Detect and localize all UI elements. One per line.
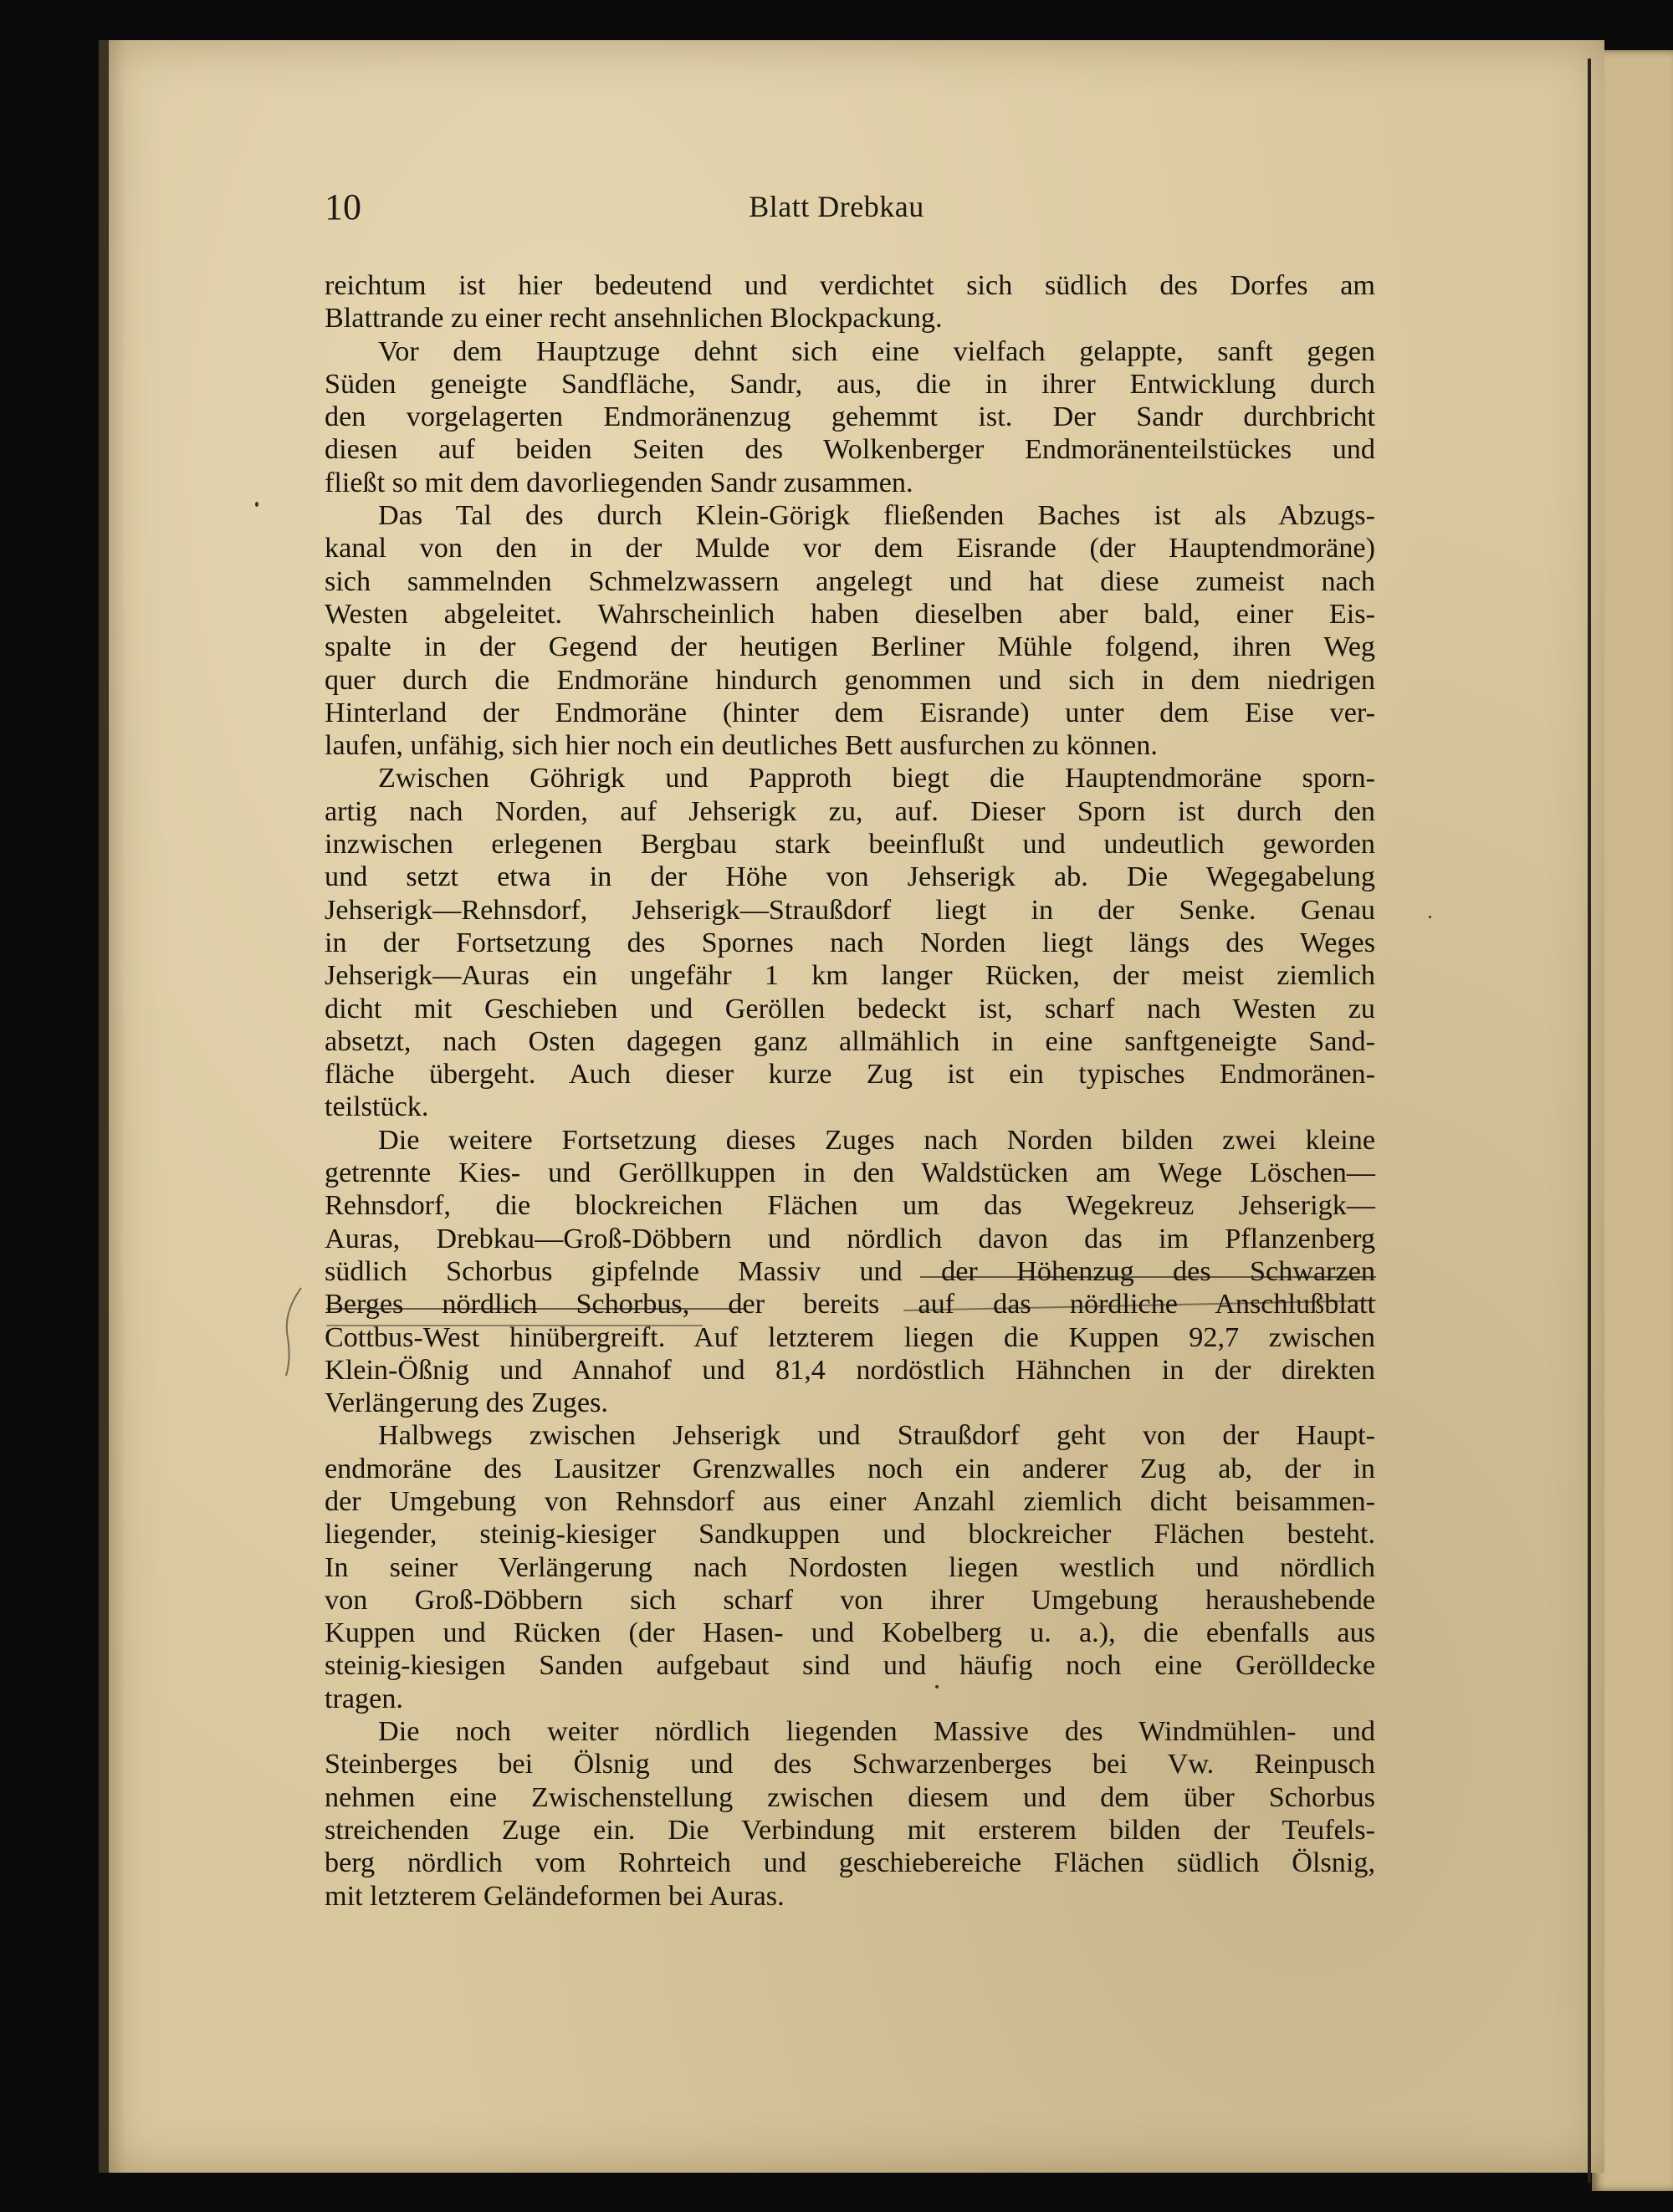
text-line: kanal von den in der Mulde vor dem Eisrande (der Hauptendmoräne) — [325, 533, 1375, 564]
text-line: den vorgelagerten Endmoränenzug gehemmt ist. Der Sandr durchbricht — [325, 401, 1375, 433]
text-line: Die weitere Fortsetzung dieses Zuges nach Norden bilden zwei kleine — [378, 1124, 1375, 1156]
text-line: sich sammelnden Schmelzwassern angelegt und hat diese zumeist nach — [325, 565, 1375, 597]
text-line: Das Tal des durch Klein-Görigk fließenden Baches ist als Abzugs- — [378, 500, 1375, 532]
text-line: reichtum ist hier bedeutend und verdichtet sich südlich des Dorfes am — [325, 270, 1375, 301]
text-line: laufen, unfähig, sich hier noch ein deutliches Bett ausfurchen zu können. — [325, 730, 1158, 762]
text-line: inzwischen erlegenen Bergbau stark beeinflußt und undeutlich geworden — [325, 829, 1375, 861]
text-line: Jehserigk—Auras ein ungefähr 1 km langer Rücken, der meist ziemlich — [325, 960, 1375, 992]
text-line: Vor dem Hauptzuge dehnt sich eine vielfach gelappte, sanft gegen — [378, 335, 1375, 367]
pencil-margin-mark — [276, 1280, 310, 1380]
paragraph — [325, 1124, 1375, 1420]
text-line: In seiner Verlängerung nach Nordosten liegen westlich und nördlich — [325, 1551, 1375, 1583]
text-line: Die noch weiter nördlich liegenden Massive des Windmühlen- und — [378, 1716, 1375, 1748]
text-line: Zwischen Göhrigk und Papproth biegt die Hauptendmoräne sporn- — [378, 763, 1375, 794]
paragraph — [325, 269, 1375, 335]
text-line: tragen. — [325, 1683, 403, 1714]
text-line: Jehserigk—Rehnsdorf, Jehserigk—Straußdorf liegt in der Senke. Genau — [325, 894, 1375, 926]
page-number: 10 — [325, 186, 361, 227]
text-line: in der Fortsetzung des Spornes nach Norden liegt längs des Weges — [325, 927, 1375, 958]
text-line: und setzt etwa in der Höhe von Jehserigk ab. Die Wegegabelung — [325, 861, 1375, 893]
text-line: absetzt, nach Osten dagegen ganz allmählich in eine sanftgeneigte Sand- — [325, 1025, 1375, 1057]
text-line: Klein-Ößnig und Annahof und 81,4 nordöstlich Hähnchen in der direkten — [325, 1354, 1375, 1386]
text-line: fläche übergeht. Auch dieser kurze Zug ist ein typisches Endmoränen- — [325, 1059, 1375, 1091]
text-line: Cottbus-West hinübergreift. Auf letzterem liegen die Kuppen 92,7 zwischen — [325, 1321, 1375, 1353]
paragraph — [325, 762, 1375, 1123]
text-line: teilstück. — [325, 1091, 429, 1123]
text-line: getrennte Kies- und Geröllkuppen in den Waldstücken am Wege Löschen— — [325, 1157, 1375, 1189]
text-line: diesen auf beiden Seiten des Wolkenberger Endmoränenteilstückes und — [325, 434, 1375, 466]
text-line: Auras, Drebkau—Groß-Döbbern und nördlich davon das im Pflanzenberg — [325, 1223, 1375, 1254]
text-line: südlich Schorbus gipfelnde Massiv und der Höhenzug des Schwarzen — [325, 1255, 1375, 1287]
page-spine-shadow — [99, 40, 109, 2173]
text-line: der Umgebung von Rehnsdorf aus einer Anzahl ziemlich dicht beisammen- — [325, 1485, 1375, 1517]
text-line: Rehnsdorf, die blockreichen Flächen um das Wegekreuz Jehserigk— — [325, 1190, 1375, 1222]
paragraph — [325, 1715, 1375, 1913]
running-title: Blatt Drebkau — [749, 190, 924, 223]
text-line: Blattrande zu einer recht ansehnlichen Blockpackung. — [325, 303, 943, 335]
text-line: Kuppen und Rücken (der Hasen- und Kobelberg u. a.), die ebenfalls aus — [325, 1617, 1375, 1649]
text-line: quer durch die Endmoräne hindurch genommen und sich in dem niedrigen — [325, 664, 1375, 696]
text-line: Süden geneigte Sandfläche, Sandr, aus, die in ihrer Entwicklung durch — [325, 368, 1375, 400]
text-line: steinig-kiesigen Sanden aufgebaut sind und häufig noch eine Gerölldecke — [325, 1650, 1375, 1682]
text-line: mit letzterem Geländeformen bei Auras. — [325, 1880, 785, 1912]
text-line: nehmen eine Zwischenstellung zwischen diesem und dem über Schorbus — [325, 1781, 1375, 1813]
text-line: endmoräne des Lausitzer Grenzwalles noch ein anderer Zug ab, der in — [325, 1453, 1375, 1484]
text-line: Steinberges bei Ölsnig und des Schwarzenberges bei Vw. Reinpusch — [325, 1749, 1375, 1780]
paper-speck — [935, 1685, 939, 1688]
text-line: spalte in der Gegend der heutigen Berliner Mühle folgend, ihren Weg — [325, 631, 1375, 663]
text-line: Hinterland der Endmoräne (hinter dem Eisrande) unter dem Eise ver- — [325, 697, 1375, 728]
text-line: artig nach Norden, auf Jehserigk zu, auf. Dieser Sporn ist durch den — [325, 795, 1375, 827]
text-line: Westen abgeleitet. Wahrscheinlich haben dieselben aber bald, einer Eis- — [325, 598, 1375, 630]
body-text — [325, 269, 1375, 1913]
text-line: berg nördlich vom Rohrteich und geschiebereiche Flächen südlich Ölsnig, — [325, 1847, 1375, 1879]
paragraph — [325, 1419, 1375, 1715]
paragraph — [325, 499, 1375, 762]
text-line: dicht mit Geschieben und Geröllen bedeckt ist, scharf nach Westen zu — [325, 993, 1375, 1024]
text-line: Halbwegs zwischen Jehserigk und Straußdorf geht von der Haupt- — [378, 1420, 1375, 1452]
text-line: Verlängerung des Zuges. — [325, 1387, 608, 1419]
text-line: von Groß-Döbbern sich scharf von ihrer Umgebung heraushebende — [325, 1584, 1375, 1616]
text-line: liegender, steinig-kiesiger Sandkuppen und blockreicher Flächen besteht. — [325, 1519, 1375, 1550]
paper-speck — [255, 502, 258, 507]
paper-speck — [1429, 916, 1431, 918]
text-line: streichenden Zuge ein. Die Verbindung mit ersterem bilden der Teufels- — [325, 1814, 1375, 1846]
text-line: fließt so mit dem davorliegenden Sandr zusammen. — [325, 467, 913, 498]
page-edge-line — [1588, 59, 1591, 2183]
text-line: Berges nördlich Schorbus, der bereits auf das nördliche Anschlußblatt — [325, 1289, 1375, 1321]
paragraph — [325, 335, 1375, 499]
